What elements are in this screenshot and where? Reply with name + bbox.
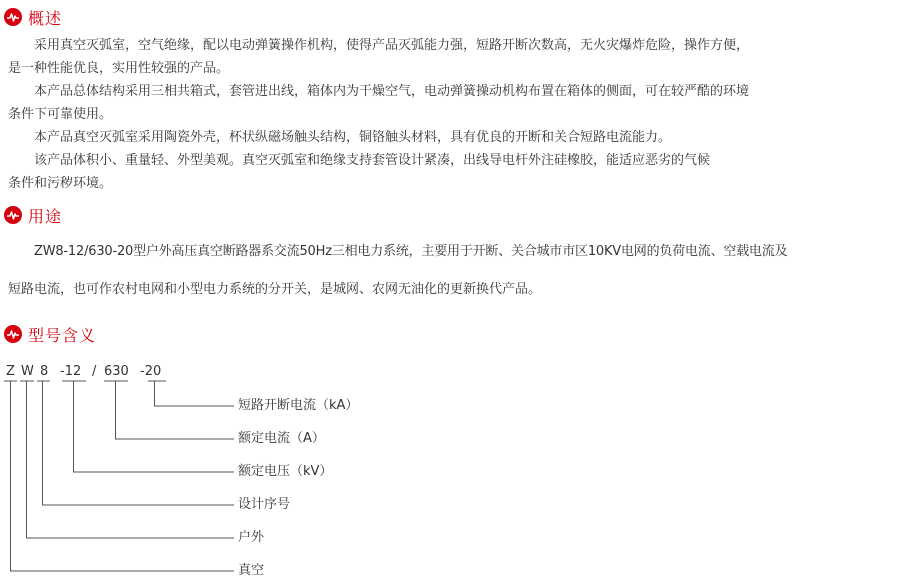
paragraph-continuation: 条件下可靠使用。 bbox=[8, 107, 113, 122]
paragraph: 该产品体积小、重量轻、外型美观。真空灭弧室和绝缘支持套管设计紧凑，出线导电杆外注硅橡胶，能适应恶劣的气候 bbox=[34, 153, 711, 168]
usage-text: ZW8-12/630-20型户外高压真空断路器系交流50Hz三相电力系统，主要用于开断、关合城市市区10KV电网的负荷电流、空载电流及 bbox=[34, 244, 788, 259]
paragraph: 本产品真空灭弧室采用陶瓷外壳，杯状纵磁场触头结构，铜铬触头材料，具有优良的开断和关合短路电流能力。 bbox=[34, 130, 672, 145]
model-part-12: -12 bbox=[60, 364, 82, 379]
section-title: 用途 bbox=[28, 206, 63, 226]
paragraph-continuation: 是一种性能优良，实用性较强的产品。 bbox=[8, 61, 230, 76]
section-title: 概述 bbox=[28, 8, 63, 28]
paragraph: 采用真空灭弧室，空气绝缘，配以电动弹簧操作机构，使得产品灭弧能力强，短路开断次数高，无火灾爆炸危险，操作方便， bbox=[34, 38, 750, 53]
model-part-630: 630 bbox=[104, 364, 129, 379]
model-label-design-serial: 设计序号 bbox=[238, 497, 291, 512]
model-label-breaking-current: 短路开断电流（kA） bbox=[238, 398, 359, 413]
usage-text-continuation: 短路电流，也可作农村电网和小型电力系统的分开关，是城网、农网无油化的更新换代产品。 bbox=[8, 282, 542, 297]
model-part-slash: / bbox=[92, 364, 97, 379]
model-label-rated-voltage: 额定电压（kV） bbox=[238, 464, 333, 479]
model-label-outdoor: 户外 bbox=[238, 530, 265, 545]
model-part-z: Z bbox=[6, 364, 15, 379]
model-part-w: W bbox=[21, 364, 34, 379]
section-title: 型号含义 bbox=[28, 325, 97, 345]
model-part-8: 8 bbox=[40, 364, 49, 379]
model-label-rated-current: 额定电流（A） bbox=[238, 431, 325, 446]
model-part-20: -20 bbox=[140, 364, 162, 379]
paragraph-continuation: 条件和污秽环境。 bbox=[8, 176, 113, 191]
paragraph: 本产品总体结构采用三相共箱式，套管进出线，箱体内为干燥空气，电动弹簧操动机构布置在箱体的侧面，可在较严酷的环境 bbox=[34, 84, 750, 99]
model-label-vacuum: 真空 bbox=[238, 563, 265, 578]
